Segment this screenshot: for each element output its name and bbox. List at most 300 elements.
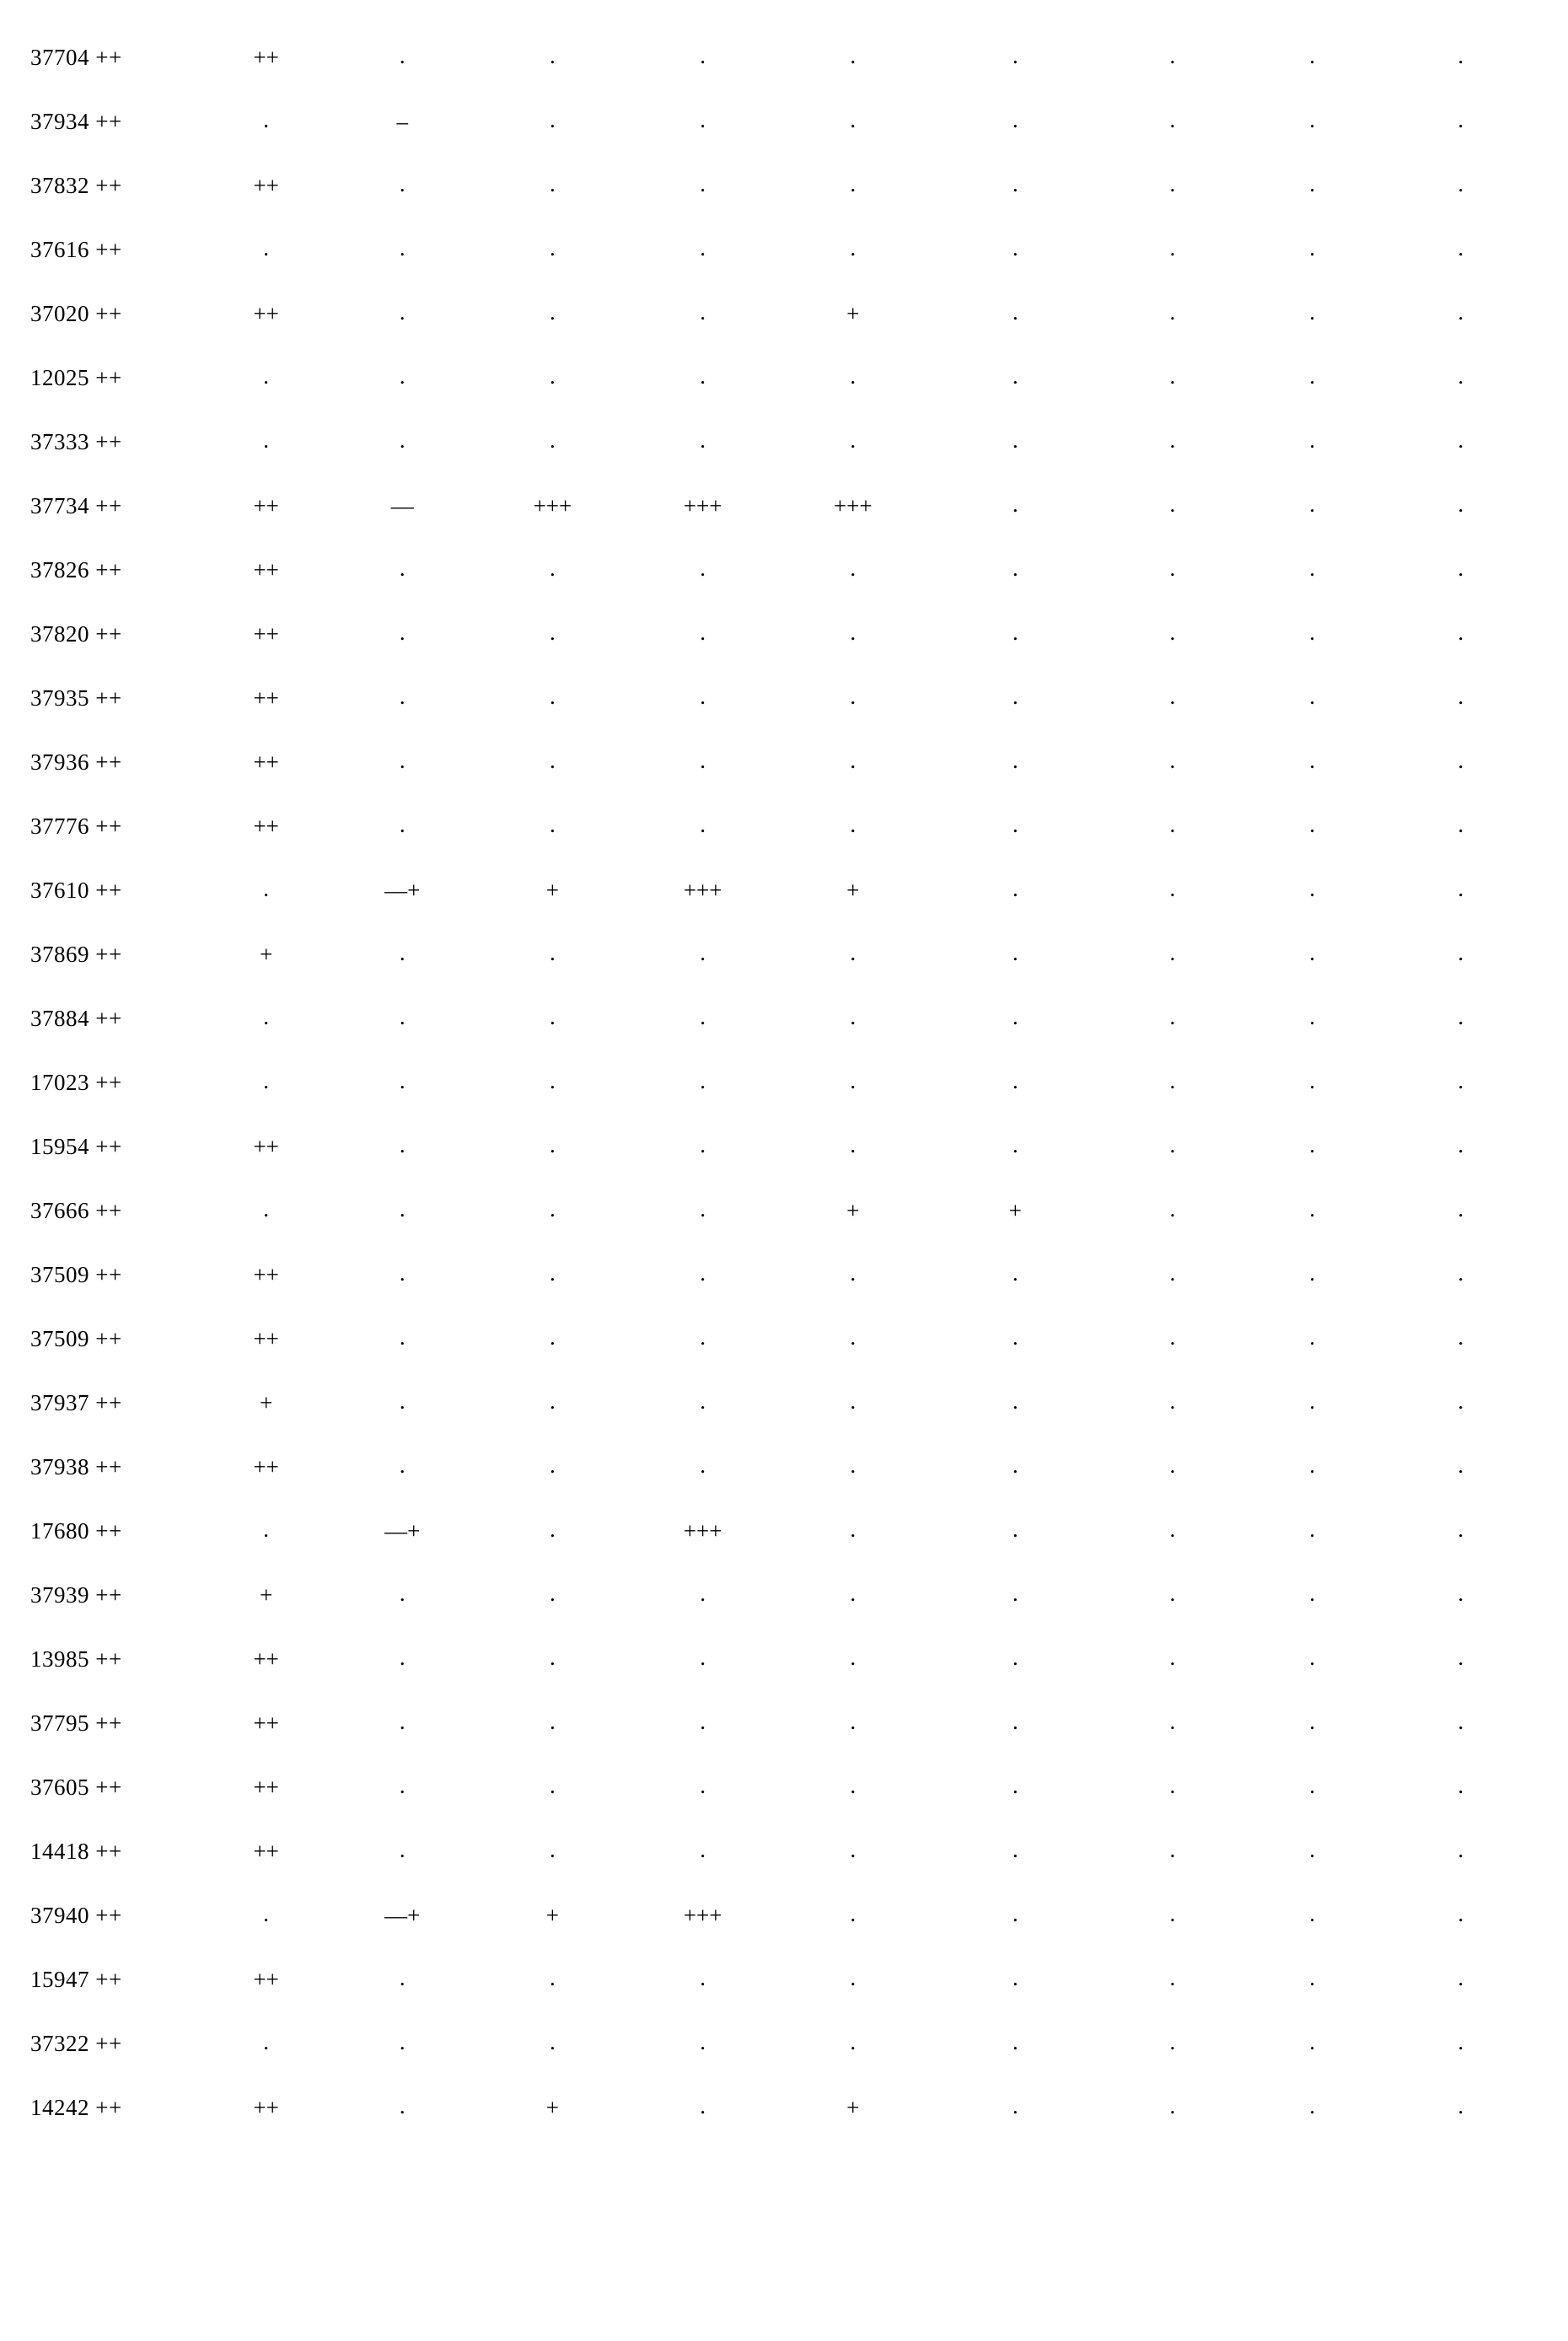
cell-value: +++: [533, 492, 572, 518]
cell-value: .: [850, 1836, 856, 1862]
cell-value: .: [1309, 1259, 1315, 1286]
table-row: [30, 986, 1539, 1050]
row-id: 37938 ++: [30, 1453, 122, 1479]
cell-value: .: [1169, 42, 1176, 68]
cell-value: .: [1309, 1836, 1315, 1862]
cell-value: .: [263, 2028, 270, 2054]
table-row: [30, 474, 1539, 538]
cell-value: .: [1012, 619, 1018, 645]
cell-value: .: [550, 1067, 556, 1093]
cell-value: ++: [253, 1325, 279, 1351]
cell-value: ++: [253, 556, 279, 583]
cell-value: .: [1458, 2028, 1464, 2054]
cell-value: .: [700, 234, 706, 260]
row-id: 14242 ++: [30, 2094, 122, 2120]
cell-value: .: [850, 170, 856, 196]
cell-value: .: [700, 1708, 706, 1734]
cell-value: +: [260, 1581, 273, 1608]
cell-value: .: [1458, 1708, 1464, 1734]
cell-value: +: [846, 300, 860, 326]
table-row: [30, 89, 1539, 153]
cell-value: +: [846, 877, 860, 903]
row-id: 37935 ++: [30, 685, 122, 711]
cell-value: .: [1169, 1580, 1176, 1606]
table-row: [30, 217, 1539, 282]
row-id: 37666 ++: [30, 1197, 122, 1223]
cell-value: .: [1458, 555, 1464, 581]
cell-value: .: [700, 1452, 706, 1478]
cell-value: .: [550, 1195, 556, 1222]
cell-value: .: [1169, 1195, 1176, 1222]
row-id: 12025 ++: [30, 364, 122, 390]
cell-value: .: [850, 362, 856, 389]
cell-value: .: [550, 1388, 556, 1414]
row-id: 37940 ++: [30, 1902, 122, 1928]
cell-value: .: [1309, 1388, 1315, 1414]
cell-value: .: [1309, 1131, 1315, 1157]
cell-value: .: [1309, 939, 1315, 965]
cell-value: .: [700, 1195, 706, 1222]
cell-value: .: [399, 1644, 405, 1670]
cell-value: .: [1169, 106, 1176, 132]
cell-value: .: [1012, 491, 1018, 517]
row-id: 17680 ++: [30, 1517, 122, 1544]
row-id: 37020 ++: [30, 300, 122, 326]
table-row: [30, 282, 1539, 346]
cell-value: .: [1012, 875, 1018, 901]
cell-value: .: [700, 1644, 706, 1670]
cell-value: .: [1458, 1067, 1464, 1093]
cell-value: .: [1458, 1772, 1464, 1798]
cell-value: .: [399, 1131, 405, 1157]
cell-value: .: [550, 555, 556, 581]
cell-value: .: [399, 555, 405, 581]
cell-value: ++: [253, 1966, 279, 1992]
cell-value: .: [399, 1708, 405, 1734]
table-row: [30, 1179, 1539, 1243]
cell-value: .: [850, 1003, 856, 1029]
cell-value: .: [1309, 427, 1315, 453]
cell-value: .: [1169, 170, 1176, 196]
cell-value: .: [1458, 1580, 1464, 1606]
cell-value: .: [1012, 1259, 1018, 1286]
cell-value: ++: [253, 1261, 279, 1287]
table-row: [30, 1371, 1539, 1435]
row-id: 37939 ++: [30, 1581, 122, 1608]
cell-value: .: [1309, 1964, 1315, 1990]
cell-value: .: [1309, 1900, 1315, 1926]
cell-value: +++: [833, 492, 873, 518]
cell-value: +: [846, 2094, 860, 2120]
table-row: [30, 346, 1539, 410]
cell-value: +: [846, 1197, 860, 1223]
cell-value: .: [850, 1259, 856, 1286]
cell-value: .: [399, 1772, 405, 1798]
cell-value: .: [399, 1964, 405, 1990]
row-id: 37734 ++: [30, 492, 122, 518]
cell-value: .: [1309, 1324, 1315, 1350]
cell-value: .: [850, 106, 856, 132]
cell-value: .: [700, 2092, 706, 2118]
cell-value: .: [1458, 106, 1464, 132]
cell-value: .: [850, 1900, 856, 1926]
row-id: 37776 ++: [30, 813, 122, 839]
cell-value: .: [399, 811, 405, 837]
table-row: [30, 602, 1539, 666]
cell-value: .: [1458, 1131, 1464, 1157]
cell-value: .: [399, 939, 405, 965]
cell-value: .: [1458, 875, 1464, 901]
cell-value: .: [700, 1324, 706, 1350]
cell-value: .: [1309, 1516, 1315, 1542]
cell-value: .: [1169, 1644, 1176, 1670]
cell-value: .: [850, 1644, 856, 1670]
cell-value: ++: [253, 492, 279, 518]
cell-value: .: [1458, 234, 1464, 260]
cell-value: .: [1012, 106, 1018, 132]
table-row: [30, 1243, 1539, 1307]
cell-value: .: [1169, 1131, 1176, 1157]
table-row: [30, 25, 1539, 89]
cell-value: .: [1309, 1580, 1315, 1606]
cell-value: ++: [253, 1774, 279, 1800]
cell-value: .: [1169, 491, 1176, 517]
cell-value: .: [1012, 1772, 1018, 1798]
cell-value: ++: [253, 44, 279, 70]
cell-value: .: [1458, 1324, 1464, 1350]
cell-value: .: [1169, 1067, 1176, 1093]
cell-value: ++: [253, 1453, 279, 1479]
cell-value: .: [263, 1067, 270, 1093]
cell-value: ++: [253, 685, 279, 711]
cell-value: .: [399, 1195, 405, 1222]
cell-value: .: [1012, 1580, 1018, 1606]
cell-value: .: [1169, 1900, 1176, 1926]
cell-value: –: [396, 108, 409, 134]
cell-value: .: [1012, 234, 1018, 260]
cell-value: ––+: [384, 1517, 421, 1544]
cell-value: ––+: [384, 877, 421, 903]
cell-value: .: [850, 619, 856, 645]
cell-value: .: [263, 427, 270, 453]
cell-value: .: [1012, 555, 1018, 581]
cell-value: .: [850, 1580, 856, 1606]
cell-value: .: [700, 747, 706, 773]
cell-value: .: [550, 619, 556, 645]
cell-value: .: [399, 1836, 405, 1862]
cell-value: .: [550, 1644, 556, 1670]
cell-value: .: [1012, 1964, 1018, 1990]
table-row: [30, 1307, 1539, 1371]
cell-value: .: [399, 1324, 405, 1350]
row-id: 13985 ++: [30, 1646, 122, 1672]
cell-value: .: [1458, 619, 1464, 645]
cell-value: .: [399, 427, 405, 453]
cell-value: .: [1012, 2028, 1018, 2054]
cell-value: .: [1169, 939, 1176, 965]
cell-value: .: [850, 683, 856, 709]
table-row: [30, 1819, 1539, 1883]
cell-value: .: [850, 1516, 856, 1542]
cell-value: +++: [683, 492, 722, 518]
cell-value: .: [550, 106, 556, 132]
row-id: 37322 ++: [30, 2030, 122, 2056]
cell-value: .: [1458, 2092, 1464, 2118]
cell-value: .: [1458, 747, 1464, 773]
cell-value: .: [1309, 875, 1315, 901]
cell-value: .: [399, 42, 405, 68]
cell-value: .: [1309, 555, 1315, 581]
cell-value: .: [1458, 427, 1464, 453]
cell-value: .: [1012, 683, 1018, 709]
cell-value: .: [1309, 1708, 1315, 1734]
cell-value: .: [850, 939, 856, 965]
cell-value: .: [1012, 1131, 1018, 1157]
cell-value: .: [1012, 1836, 1018, 1862]
cell-value: .: [850, 1324, 856, 1350]
cell-value: .: [263, 1516, 270, 1542]
cell-value: .: [1012, 1067, 1018, 1093]
cell-value: .: [1012, 170, 1018, 196]
cell-value: .: [550, 2028, 556, 2054]
cell-value: .: [550, 427, 556, 453]
table-row: [30, 153, 1539, 217]
cell-value: +++: [683, 1517, 722, 1544]
cell-value: .: [1309, 683, 1315, 709]
cell-value: .: [700, 1836, 706, 1862]
cell-value: .: [1169, 1324, 1176, 1350]
cell-value: .: [1458, 811, 1464, 837]
cell-value: .: [1458, 1452, 1464, 1478]
cell-value: .: [1169, 298, 1176, 325]
cell-value: .: [1012, 1900, 1018, 1926]
cell-value: +++: [683, 1902, 722, 1928]
cell-value: .: [550, 683, 556, 709]
row-id: 17023 ++: [30, 1069, 122, 1095]
cell-value: .: [700, 683, 706, 709]
cell-value: .: [1012, 298, 1018, 325]
row-id: 37936 ++: [30, 749, 122, 775]
cell-value: .: [1458, 1836, 1464, 1862]
cell-value: .: [850, 1772, 856, 1798]
cell-value: .: [550, 1003, 556, 1029]
table-row: [30, 1499, 1539, 1563]
cell-value: .: [1458, 1195, 1464, 1222]
cell-value: .: [850, 1067, 856, 1093]
cell-value: .: [1169, 2028, 1176, 2054]
cell-value: .: [1458, 1964, 1464, 1990]
cell-value: .: [1169, 619, 1176, 645]
cell-value: .: [1169, 1516, 1176, 1542]
cell-value: .: [550, 1580, 556, 1606]
cell-value: .: [550, 1772, 556, 1798]
cell-value: ––: [390, 492, 414, 518]
cell-value: .: [263, 1195, 270, 1222]
cell-value: .: [399, 2028, 405, 2054]
cell-value: .: [1169, 1003, 1176, 1029]
cell-value: +: [545, 2094, 560, 2120]
cell-value: ++: [253, 1710, 279, 1736]
cell-value: .: [1012, 1452, 1018, 1478]
cell-value: .: [550, 1324, 556, 1350]
cell-value: .: [850, 1708, 856, 1734]
cell-value: .: [700, 1131, 706, 1157]
row-id: 15947 ++: [30, 1966, 122, 1992]
cell-value: .: [550, 939, 556, 965]
cell-value: .: [850, 234, 856, 260]
cell-value: .: [1309, 619, 1315, 645]
cell-value: .: [550, 1516, 556, 1542]
row-id: 37795 ++: [30, 1710, 122, 1736]
cell-value: .: [1309, 1772, 1315, 1798]
cell-value: .: [1309, 1452, 1315, 1478]
table-row: [30, 1114, 1539, 1179]
row-id: 15954 ++: [30, 1133, 122, 1159]
cell-value: ++: [253, 1838, 279, 1864]
cell-value: ++: [253, 1646, 279, 1672]
cell-value: .: [1012, 1003, 1018, 1029]
cell-value: .: [1309, 42, 1315, 68]
cell-value: .: [1169, 1708, 1176, 1734]
cell-value: .: [1309, 491, 1315, 517]
cell-value: .: [263, 234, 270, 260]
cell-value: .: [550, 234, 556, 260]
cell-value: ++: [253, 813, 279, 839]
table-row: [30, 538, 1539, 602]
cell-value: .: [850, 1131, 856, 1157]
cell-value: ++: [253, 1133, 279, 1159]
row-id: 37820 ++: [30, 620, 122, 647]
cell-value: .: [1458, 1388, 1464, 1414]
cell-value: .: [700, 811, 706, 837]
cell-value: .: [550, 747, 556, 773]
cell-value: .: [700, 427, 706, 453]
cell-value: .: [1458, 362, 1464, 389]
table-row: [30, 1563, 1539, 1627]
cell-value: .: [1458, 170, 1464, 196]
row-id: 37509 ++: [30, 1261, 122, 1287]
cell-value: .: [850, 1388, 856, 1414]
cell-value: .: [1012, 427, 1018, 453]
cell-value: .: [1458, 1516, 1464, 1542]
cell-value: .: [700, 1003, 706, 1029]
cell-value: .: [1458, 1900, 1464, 1926]
table-row: [30, 2011, 1539, 2075]
cell-value: .: [1012, 362, 1018, 389]
cell-value: .: [399, 1003, 405, 1029]
cell-value: .: [850, 427, 856, 453]
cell-value: .: [1458, 939, 1464, 965]
cell-value: .: [1458, 683, 1464, 709]
cell-value: .: [700, 170, 706, 196]
table-row: [30, 1691, 1539, 1755]
table-row: [30, 410, 1539, 474]
cell-value: .: [850, 2028, 856, 2054]
cell-value: .: [1169, 747, 1176, 773]
cell-value: .: [700, 1067, 706, 1093]
cell-value: .: [700, 362, 706, 389]
data-table: [30, 25, 1539, 2140]
cell-value: .: [399, 2092, 405, 2118]
cell-value: .: [550, 170, 556, 196]
cell-value: .: [1012, 1644, 1018, 1670]
cell-value: .: [1169, 2092, 1176, 2118]
cell-value: .: [1458, 1259, 1464, 1286]
cell-value: .: [263, 1900, 270, 1926]
cell-value: .: [1169, 811, 1176, 837]
cell-value: .: [550, 298, 556, 325]
cell-value: .: [399, 234, 405, 260]
cell-value: .: [1309, 2092, 1315, 2118]
cell-value: .: [1458, 298, 1464, 325]
cell-value: .: [550, 1259, 556, 1286]
row-id: 37610 ++: [30, 877, 122, 903]
table-row: [30, 2075, 1539, 2140]
table-row: [30, 1627, 1539, 1691]
cell-value: .: [550, 811, 556, 837]
cell-value: .: [399, 619, 405, 645]
cell-value: .: [700, 2028, 706, 2054]
table-row: [30, 1883, 1539, 1947]
cell-value: .: [1309, 1644, 1315, 1670]
cell-value: +: [260, 941, 273, 967]
cell-value: .: [263, 106, 270, 132]
table-row: [30, 1755, 1539, 1819]
cell-value: .: [1169, 1772, 1176, 1798]
cell-value: .: [1309, 1067, 1315, 1093]
cell-value: .: [1012, 1324, 1018, 1350]
cell-value: .: [1169, 555, 1176, 581]
cell-value: ++: [253, 620, 279, 647]
row-id: 14418 ++: [30, 1838, 122, 1864]
cell-value: .: [1012, 1516, 1018, 1542]
cell-value: .: [1169, 362, 1176, 389]
cell-value: .: [1309, 1003, 1315, 1029]
table-row: [30, 1947, 1539, 2011]
cell-value: +: [545, 877, 560, 903]
cell-value: .: [1169, 234, 1176, 260]
cell-value: .: [1309, 106, 1315, 132]
cell-value: .: [1309, 811, 1315, 837]
cell-value: .: [700, 42, 706, 68]
cell-value: .: [1309, 170, 1315, 196]
row-id: 37605 ++: [30, 1774, 122, 1800]
cell-value: .: [1458, 491, 1464, 517]
cell-value: .: [1458, 42, 1464, 68]
cell-value: +: [545, 1902, 560, 1928]
row-id: 37509 ++: [30, 1325, 122, 1351]
cell-value: .: [1169, 1964, 1176, 1990]
row-id: 37616 ++: [30, 236, 122, 262]
cell-value: .: [1309, 2028, 1315, 2054]
cell-value: ––+: [384, 1902, 421, 1928]
cell-value: .: [550, 42, 556, 68]
cell-value: .: [263, 362, 270, 389]
cell-value: .: [700, 939, 706, 965]
cell-value: .: [700, 298, 706, 325]
cell-value: .: [1169, 1452, 1176, 1478]
cell-value: .: [399, 362, 405, 389]
cell-value: .: [1012, 42, 1018, 68]
cell-value: .: [1012, 939, 1018, 965]
cell-value: .: [550, 1131, 556, 1157]
cell-value: .: [1309, 747, 1315, 773]
cell-value: ++: [253, 2094, 279, 2120]
cell-value: .: [700, 1580, 706, 1606]
row-id: 37704 ++: [30, 44, 122, 70]
cell-value: .: [1169, 1388, 1176, 1414]
cell-value: .: [1458, 1003, 1464, 1029]
